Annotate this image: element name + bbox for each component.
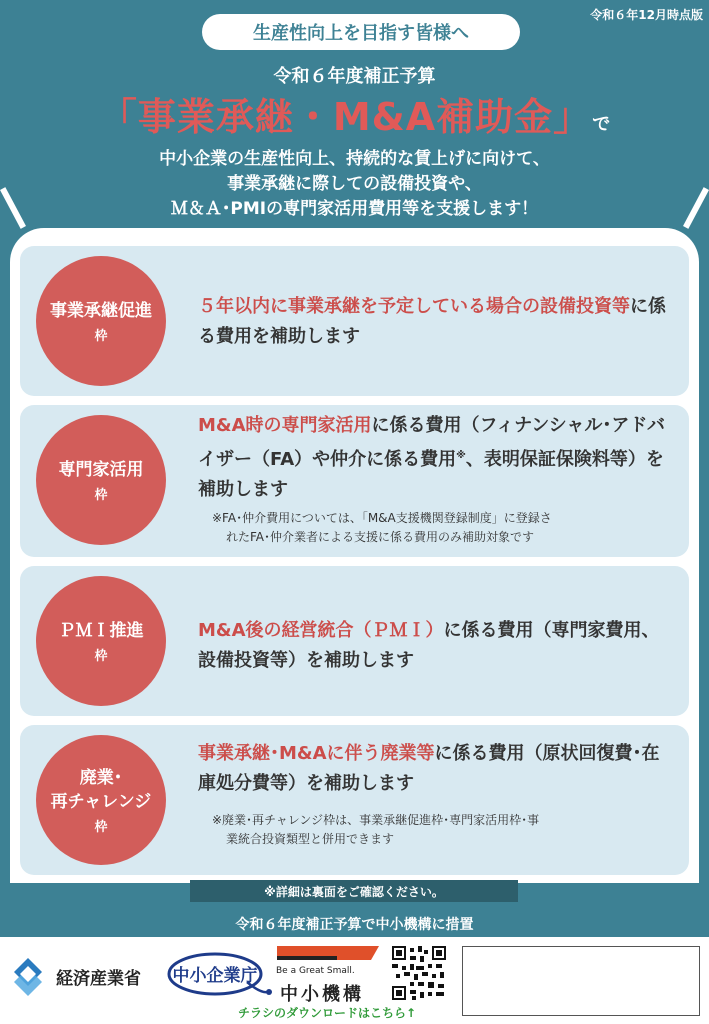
lead-text: [0, 147, 709, 222]
description-highlight: M&A後の経営統合（ＰＭＩ）: [198, 620, 444, 641]
description-highlight: ５年以内に事業承継を予定している場合の設備投資等: [198, 296, 630, 317]
card-pmi-promotion: [20, 566, 689, 716]
target-audience-pill: 生産性向上を目指す皆様へ: [202, 14, 520, 50]
subsidy-title: [0, 86, 709, 141]
description-text: に係る費用を補助します: [198, 296, 666, 347]
category-name: ＰＭＩ推進: [58, 620, 144, 641]
category-circle: [36, 256, 166, 386]
category-circle: [36, 576, 166, 706]
category-waku: 枠: [94, 648, 108, 664]
category-description: [198, 739, 675, 799]
category-description: [198, 292, 675, 352]
budget-label: 令和６年度補正予算: [273, 66, 436, 87]
description-text: に係る費用（フィナンシャル･アドバイザー（FA）や仲介に係る費用: [198, 415, 666, 470]
card-closure-rechallenge: [20, 725, 689, 875]
issue-date: 令和６年12月時点版: [590, 8, 703, 22]
category-note: [212, 509, 677, 547]
note-line: ※廃業･再チャレンジ枠は、事業承継促進枠･専門家活用枠･事: [212, 813, 540, 827]
description-text: に係る費用（専門家費用、設備投資等）を補助します: [198, 620, 660, 671]
note-line: れたFA･仲介業者による支援に係る費用のみ補助対象です: [226, 530, 535, 544]
smrj-logo-bar: [277, 946, 379, 960]
contact-blank-box: [462, 946, 700, 1016]
footer-budget-note: 令和６年度補正予算で中小機構に措置: [235, 916, 474, 933]
smrj-logo-text: 中小機構: [280, 984, 364, 1005]
qr-code[interactable]: [392, 946, 446, 1000]
category-name: 廃業･: [79, 767, 123, 788]
chusho-kigyocho-logo: [165, 948, 275, 1004]
note-line: 業統合投資類型と併用できます: [226, 832, 395, 846]
category-circle: [36, 415, 166, 545]
chusho-logo-text: 中小企業庁: [172, 966, 258, 986]
description-text-tail: 、表明保証保険料等）を補助します: [198, 449, 664, 500]
footnote-mark: ※: [456, 450, 466, 461]
meti-logo-text: 経済産業省: [56, 969, 141, 989]
category-waku: 枠: [94, 328, 108, 344]
lead-line: Ｍ＆Ａ･PMIの専門家活用費用等を支援します！: [170, 199, 539, 219]
category-name: 事業承継促進: [50, 300, 152, 321]
category-waku: 枠: [94, 819, 108, 835]
description-highlight: M&A時の専門家活用: [198, 415, 372, 436]
category-circle: [36, 735, 166, 865]
card-succession-promotion: [20, 246, 689, 396]
category-waku: 枠: [94, 487, 108, 503]
category-name: 再チャレンジ: [50, 791, 152, 812]
description-highlight: 事業承継･M&Aに伴う廃業等: [198, 743, 435, 764]
card-expert-utilization: [20, 405, 689, 557]
category-description: [198, 616, 675, 676]
lead-line: 中小企業の生産性向上、持続的な賃上げに向けて、: [159, 149, 550, 169]
description-text: に係る費用（原状回復費･在庫処分費等）を補助します: [198, 743, 660, 794]
flyer-download-link[interactable]: チラシのダウンロードはこちら↑: [238, 1006, 417, 1020]
category-name: 専門家活用: [58, 459, 144, 480]
smrj-tagline: Be a Great Small.: [276, 966, 355, 976]
category-note: [212, 811, 677, 849]
category-description: [198, 411, 675, 505]
note-line: ※FA･仲介費用については、「M&A支援機関登録制度」に登録さ: [212, 511, 552, 525]
meti-logo-icon: [10, 952, 46, 1000]
see-reverse-note: ※詳細は裏面をご確認ください。: [190, 880, 518, 902]
lead-line: 事業承継に際しての設備投資や、: [227, 174, 482, 194]
subsidy-title-main: 「事業承継・M&A補助金」: [98, 95, 593, 139]
subsidy-title-suffix: で: [592, 114, 611, 135]
